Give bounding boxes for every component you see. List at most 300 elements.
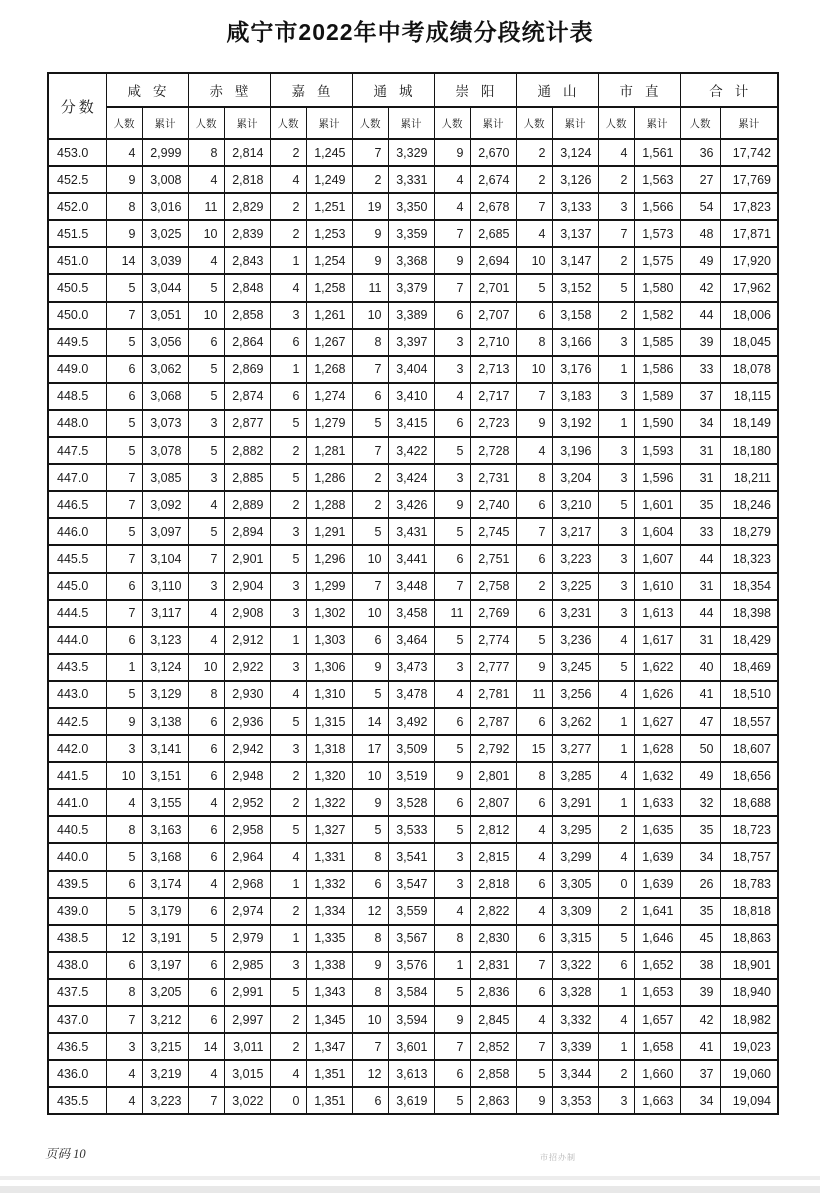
count-cell: 2: [598, 898, 634, 925]
count-cell: 9: [106, 220, 142, 247]
table-row: [48, 166, 778, 193]
cumulative-cell: 2,830: [470, 925, 516, 952]
count-cell: 14: [106, 247, 142, 274]
count-cell: 5: [434, 627, 470, 654]
count-cell: 7: [598, 220, 634, 247]
cumulative-cell: 3,415: [388, 410, 434, 437]
count-cell: 6: [106, 383, 142, 410]
score-cell: 446.5: [48, 491, 106, 518]
count-cell: 3: [270, 518, 306, 545]
count-cell: 2: [516, 139, 552, 166]
count-cell: 10: [352, 302, 388, 329]
count-cell: 7: [106, 464, 142, 491]
count-cell: 9: [352, 247, 388, 274]
score-cell: 438.0: [48, 952, 106, 979]
count-cell: 4: [516, 437, 552, 464]
count-cell: 5: [516, 1060, 552, 1087]
count-cell: 4: [270, 274, 306, 301]
count-cell: 48: [680, 220, 720, 247]
count-cell: 0: [270, 1087, 306, 1114]
count-cell: 9: [516, 654, 552, 681]
cumulative-cell: 3,567: [388, 925, 434, 952]
count-cell: 1: [598, 789, 634, 816]
cumulative-cell: 18,607: [720, 735, 778, 762]
table-row: [48, 925, 778, 952]
cumulative-cell: 1,582: [634, 302, 680, 329]
count-cell: 1: [270, 871, 306, 898]
table-row: [48, 220, 778, 247]
cumulative-cell: 2,781: [470, 681, 516, 708]
cumulative-cell: 3,458: [388, 600, 434, 627]
count-cell: 44: [680, 545, 720, 572]
cumulative-cell: 3,025: [142, 220, 188, 247]
cumulative-cell: 3,168: [142, 843, 188, 870]
cumulative-cell: 1,351: [306, 1060, 352, 1087]
table-row: [48, 979, 778, 1006]
count-cell: 1: [598, 410, 634, 437]
cumulative-cell: 2,889: [224, 491, 270, 518]
count-cell: 5: [434, 437, 470, 464]
cumulative-cell: 3,073: [142, 410, 188, 437]
cumulative-cell: 3,147: [552, 247, 598, 274]
count-cell: 47: [680, 708, 720, 735]
score-table-head: [48, 73, 778, 139]
cumulative-cell: 1,658: [634, 1033, 680, 1060]
count-cell: 6: [516, 302, 552, 329]
cumulative-cell: 1,306: [306, 654, 352, 681]
cumulative-cell: 1,253: [306, 220, 352, 247]
cumulative-cell: 2,852: [470, 1033, 516, 1060]
count-cell: 7: [188, 545, 224, 572]
count-cell: 3: [598, 573, 634, 600]
cumulative-cell: 3,473: [388, 654, 434, 681]
cumulative-cell: 1,573: [634, 220, 680, 247]
count-cell: 2: [270, 789, 306, 816]
subheader-cumulative: 累计: [306, 107, 352, 139]
cumulative-cell: 1,286: [306, 464, 352, 491]
count-cell: 15: [516, 735, 552, 762]
count-cell: 1: [270, 356, 306, 383]
count-cell: 3: [106, 1033, 142, 1060]
cumulative-cell: 1,299: [306, 573, 352, 600]
count-cell: 14: [188, 1033, 224, 1060]
count-cell: 5: [188, 274, 224, 301]
count-cell: 7: [352, 437, 388, 464]
cumulative-cell: 2,930: [224, 681, 270, 708]
count-cell: 12: [106, 925, 142, 952]
score-cell: 450.5: [48, 274, 106, 301]
cumulative-cell: 2,948: [224, 762, 270, 789]
count-cell: 2: [598, 166, 634, 193]
cumulative-cell: 1,249: [306, 166, 352, 193]
count-cell: 2: [516, 573, 552, 600]
count-cell: 5: [352, 518, 388, 545]
cumulative-cell: 1,657: [634, 1006, 680, 1033]
table-row: [48, 1006, 778, 1033]
cumulative-cell: 2,912: [224, 627, 270, 654]
count-cell: 6: [516, 600, 552, 627]
cumulative-cell: 1,601: [634, 491, 680, 518]
count-cell: 4: [106, 789, 142, 816]
subheader-count: 人数: [352, 107, 388, 139]
count-cell: 37: [680, 383, 720, 410]
count-cell: 6: [516, 789, 552, 816]
cumulative-cell: 3,389: [388, 302, 434, 329]
table-row: [48, 762, 778, 789]
cumulative-cell: 2,952: [224, 789, 270, 816]
count-cell: 41: [680, 681, 720, 708]
count-cell: 2: [270, 220, 306, 247]
count-cell: 10: [188, 302, 224, 329]
score-cell: 437.5: [48, 979, 106, 1006]
score-cell: 443.5: [48, 654, 106, 681]
table-row: [48, 952, 778, 979]
cumulative-cell: 3,613: [388, 1060, 434, 1087]
subheader-cumulative: 累计: [142, 107, 188, 139]
cumulative-cell: 3,441: [388, 545, 434, 572]
cumulative-cell: 3,133: [552, 193, 598, 220]
count-cell: 2: [270, 491, 306, 518]
count-cell: 5: [106, 518, 142, 545]
count-cell: 6: [188, 898, 224, 925]
count-cell: 6: [516, 979, 552, 1006]
page-break-band-2: [0, 1186, 820, 1193]
count-cell: 7: [352, 356, 388, 383]
cumulative-cell: 2,894: [224, 518, 270, 545]
cumulative-cell: 19,060: [720, 1060, 778, 1087]
cumulative-cell: 3,245: [552, 654, 598, 681]
region-header: 赤壁: [188, 73, 270, 107]
table-row: [48, 898, 778, 925]
count-cell: 5: [434, 816, 470, 843]
count-cell: 32: [680, 789, 720, 816]
cumulative-cell: 2,869: [224, 356, 270, 383]
count-cell: 54: [680, 193, 720, 220]
cumulative-cell: 3,350: [388, 193, 434, 220]
cumulative-cell: 2,685: [470, 220, 516, 247]
cumulative-cell: 2,997: [224, 1006, 270, 1033]
count-cell: 5: [434, 735, 470, 762]
count-cell: 35: [680, 491, 720, 518]
cumulative-cell: 1,261: [306, 302, 352, 329]
cumulative-cell: 1,254: [306, 247, 352, 274]
cumulative-cell: 1,338: [306, 952, 352, 979]
count-cell: 5: [270, 979, 306, 1006]
count-cell: 10: [106, 762, 142, 789]
cumulative-cell: 2,858: [224, 302, 270, 329]
count-cell: 0: [598, 871, 634, 898]
cumulative-cell: 2,758: [470, 573, 516, 600]
count-cell: 6: [188, 843, 224, 870]
cumulative-cell: 18,656: [720, 762, 778, 789]
cumulative-cell: 1,327: [306, 816, 352, 843]
cumulative-cell: 18,211: [720, 464, 778, 491]
cumulative-cell: 2,701: [470, 274, 516, 301]
table-row: [48, 329, 778, 356]
cumulative-cell: 3,359: [388, 220, 434, 247]
count-cell: 2: [270, 139, 306, 166]
table-row: [48, 627, 778, 654]
score-cell: 448.0: [48, 410, 106, 437]
cumulative-cell: 1,593: [634, 437, 680, 464]
cumulative-cell: 2,731: [470, 464, 516, 491]
cumulative-cell: 3,138: [142, 708, 188, 735]
count-cell: 27: [680, 166, 720, 193]
count-cell: 39: [680, 329, 720, 356]
cumulative-cell: 2,812: [470, 816, 516, 843]
count-cell: 7: [516, 952, 552, 979]
cumulative-cell: 3,044: [142, 274, 188, 301]
region-header: 合计: [680, 73, 778, 107]
cumulative-cell: 3,039: [142, 247, 188, 274]
cumulative-cell: 1,331: [306, 843, 352, 870]
cumulative-cell: 3,223: [552, 545, 598, 572]
region-header: 市直: [598, 73, 680, 107]
score-cell: 452.5: [48, 166, 106, 193]
count-cell: 8: [188, 681, 224, 708]
score-table: [47, 72, 779, 1115]
cumulative-cell: 3,478: [388, 681, 434, 708]
cumulative-cell: 18,510: [720, 681, 778, 708]
count-cell: 7: [434, 1033, 470, 1060]
cumulative-cell: 1,628: [634, 735, 680, 762]
score-column-header: 分数: [48, 73, 106, 139]
cumulative-cell: 1,617: [634, 627, 680, 654]
cumulative-cell: 1,315: [306, 708, 352, 735]
cumulative-cell: 1,335: [306, 925, 352, 952]
cumulative-cell: 3,528: [388, 789, 434, 816]
score-cell: 444.5: [48, 600, 106, 627]
table-row: [48, 816, 778, 843]
count-cell: 1: [598, 979, 634, 1006]
count-cell: 6: [106, 356, 142, 383]
count-cell: 8: [188, 139, 224, 166]
cumulative-cell: 3,619: [388, 1087, 434, 1114]
cumulative-cell: 1,663: [634, 1087, 680, 1114]
cumulative-cell: 3,332: [552, 1006, 598, 1033]
cumulative-cell: 2,678: [470, 193, 516, 220]
count-cell: 5: [106, 681, 142, 708]
cumulative-cell: 1,566: [634, 193, 680, 220]
table-row: [48, 1033, 778, 1060]
count-cell: 2: [352, 491, 388, 518]
count-cell: 3: [434, 329, 470, 356]
cumulative-cell: 1,268: [306, 356, 352, 383]
score-cell: 441.5: [48, 762, 106, 789]
cumulative-cell: 3,223: [142, 1087, 188, 1114]
count-cell: 6: [106, 952, 142, 979]
cumulative-cell: 3,328: [552, 979, 598, 1006]
cumulative-cell: 3,163: [142, 816, 188, 843]
count-cell: 4: [434, 166, 470, 193]
cumulative-cell: 1,585: [634, 329, 680, 356]
cumulative-cell: 2,814: [224, 139, 270, 166]
cumulative-cell: 1,596: [634, 464, 680, 491]
count-cell: 7: [434, 573, 470, 600]
count-cell: 42: [680, 1006, 720, 1033]
count-cell: 3: [434, 654, 470, 681]
cumulative-cell: 3,151: [142, 762, 188, 789]
table-row: [48, 518, 778, 545]
cumulative-cell: 2,774: [470, 627, 516, 654]
cumulative-cell: 3,104: [142, 545, 188, 572]
table-row: [48, 356, 778, 383]
count-cell: 3: [270, 735, 306, 762]
count-cell: 6: [516, 708, 552, 735]
cumulative-cell: 3,051: [142, 302, 188, 329]
count-cell: 5: [434, 518, 470, 545]
cumulative-cell: 3,291: [552, 789, 598, 816]
count-cell: 7: [106, 1006, 142, 1033]
cumulative-cell: 1,580: [634, 274, 680, 301]
table-row: [48, 274, 778, 301]
count-cell: 3: [598, 1087, 634, 1114]
count-cell: 14: [352, 708, 388, 735]
subheader-cumulative: 累计: [388, 107, 434, 139]
count-cell: 7: [352, 139, 388, 166]
count-cell: 4: [434, 898, 470, 925]
count-cell: 4: [106, 1060, 142, 1087]
count-cell: 17: [352, 735, 388, 762]
cumulative-cell: 1,561: [634, 139, 680, 166]
count-cell: 9: [516, 1087, 552, 1114]
cumulative-cell: 1,590: [634, 410, 680, 437]
cumulative-cell: 2,777: [470, 654, 516, 681]
count-cell: 3: [188, 464, 224, 491]
cumulative-cell: 3,331: [388, 166, 434, 193]
count-cell: 4: [270, 681, 306, 708]
count-cell: 6: [516, 925, 552, 952]
count-cell: 7: [352, 573, 388, 600]
count-cell: 4: [434, 193, 470, 220]
count-cell: 1: [270, 627, 306, 654]
cumulative-cell: 18,818: [720, 898, 778, 925]
cumulative-cell: 1,267: [306, 329, 352, 356]
cumulative-cell: 2,874: [224, 383, 270, 410]
cumulative-cell: 1,291: [306, 518, 352, 545]
count-cell: 10: [516, 356, 552, 383]
cumulative-cell: 3,219: [142, 1060, 188, 1087]
cumulative-cell: 3,541: [388, 843, 434, 870]
cumulative-cell: 2,958: [224, 816, 270, 843]
count-cell: 3: [188, 573, 224, 600]
count-cell: 1: [598, 356, 634, 383]
count-cell: 4: [188, 627, 224, 654]
cumulative-cell: 3,192: [552, 410, 598, 437]
cumulative-cell: 3,166: [552, 329, 598, 356]
score-cell: 443.0: [48, 681, 106, 708]
score-cell: 439.5: [48, 871, 106, 898]
count-cell: 34: [680, 1087, 720, 1114]
cumulative-cell: 3,344: [552, 1060, 598, 1087]
cumulative-cell: 1,604: [634, 518, 680, 545]
score-cell: 438.5: [48, 925, 106, 952]
count-cell: 5: [106, 274, 142, 301]
region-header: 通城: [352, 73, 434, 107]
count-cell: 34: [680, 843, 720, 870]
count-cell: 4: [188, 1060, 224, 1087]
cumulative-cell: 3,056: [142, 329, 188, 356]
cumulative-cell: 17,920: [720, 247, 778, 274]
count-cell: 10: [352, 1006, 388, 1033]
table-row: [48, 302, 778, 329]
cumulative-cell: 3,062: [142, 356, 188, 383]
cumulative-cell: 18,863: [720, 925, 778, 952]
count-cell: 4: [270, 843, 306, 870]
cumulative-cell: 1,310: [306, 681, 352, 708]
count-cell: 2: [598, 302, 634, 329]
cumulative-cell: 3,179: [142, 898, 188, 925]
cumulative-cell: 3,152: [552, 274, 598, 301]
count-cell: 2: [270, 193, 306, 220]
count-cell: 8: [106, 816, 142, 843]
cumulative-cell: 18,982: [720, 1006, 778, 1033]
count-cell: 7: [106, 600, 142, 627]
cumulative-cell: 18,398: [720, 600, 778, 627]
cumulative-cell: 3,015: [224, 1060, 270, 1087]
count-cell: 12: [352, 1060, 388, 1087]
count-cell: 4: [188, 600, 224, 627]
count-cell: 4: [188, 789, 224, 816]
count-cell: 33: [680, 518, 720, 545]
score-cell: 451.0: [48, 247, 106, 274]
cumulative-cell: 2,801: [470, 762, 516, 789]
cumulative-cell: 2,845: [470, 1006, 516, 1033]
cumulative-cell: 1,646: [634, 925, 680, 952]
count-cell: 3: [434, 464, 470, 491]
count-cell: 34: [680, 410, 720, 437]
score-cell: 440.5: [48, 816, 106, 843]
cumulative-cell: 2,792: [470, 735, 516, 762]
score-cell: 442.0: [48, 735, 106, 762]
count-cell: 4: [188, 166, 224, 193]
count-cell: 41: [680, 1033, 720, 1060]
count-cell: 2: [598, 1060, 634, 1087]
cumulative-cell: 2,674: [470, 166, 516, 193]
cumulative-cell: 2,787: [470, 708, 516, 735]
count-cell: 5: [270, 816, 306, 843]
cumulative-cell: 3,078: [142, 437, 188, 464]
cumulative-cell: 3,196: [552, 437, 598, 464]
cumulative-cell: 3,594: [388, 1006, 434, 1033]
region-header: 咸安: [106, 73, 188, 107]
count-cell: 2: [352, 464, 388, 491]
count-cell: 5: [516, 274, 552, 301]
count-cell: 10: [352, 762, 388, 789]
cumulative-cell: 2,710: [470, 329, 516, 356]
count-cell: 9: [352, 654, 388, 681]
count-cell: 9: [106, 166, 142, 193]
count-cell: 9: [434, 139, 470, 166]
cumulative-cell: 3,277: [552, 735, 598, 762]
cumulative-cell: 3,448: [388, 573, 434, 600]
cumulative-cell: 3,559: [388, 898, 434, 925]
cumulative-cell: 19,094: [720, 1087, 778, 1114]
count-cell: 4: [516, 898, 552, 925]
count-cell: 49: [680, 247, 720, 274]
count-cell: 5: [598, 654, 634, 681]
cumulative-cell: 2,670: [470, 139, 516, 166]
count-cell: 2: [270, 898, 306, 925]
count-cell: 6: [188, 735, 224, 762]
count-cell: 6: [188, 816, 224, 843]
count-cell: 5: [188, 356, 224, 383]
count-cell: 6: [270, 383, 306, 410]
count-cell: 9: [516, 410, 552, 437]
count-cell: 7: [516, 518, 552, 545]
cumulative-cell: 2,822: [470, 898, 516, 925]
count-cell: 11: [516, 681, 552, 708]
